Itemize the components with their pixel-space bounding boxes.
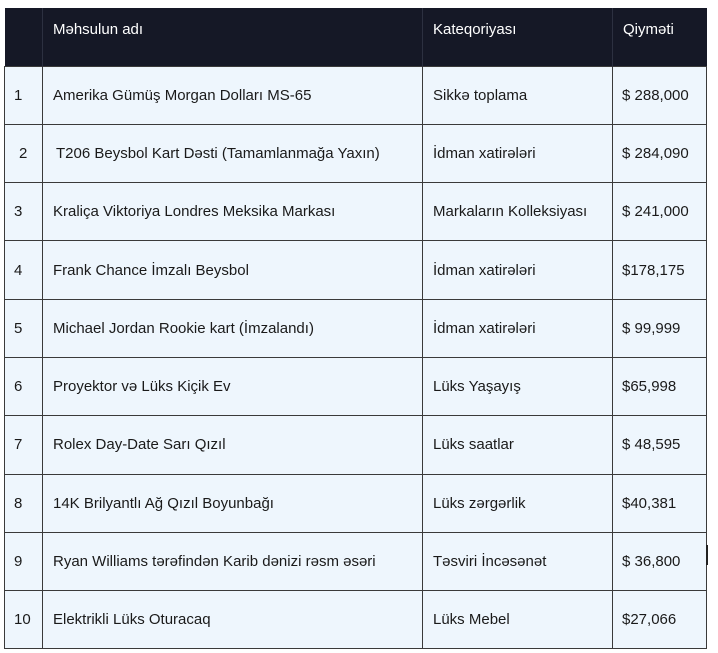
- row-number: 3: [5, 183, 43, 241]
- product-name: Rolex Day-Date Sarı Qızıl: [43, 416, 423, 474]
- product-category: İdman xatirələri: [423, 124, 613, 182]
- cursor-mark: [706, 545, 708, 565]
- product-price: $ 48,595: [613, 416, 707, 474]
- products-table-container: [4, 8, 706, 649]
- table-row: [5, 591, 707, 649]
- row-number: 2: [5, 124, 43, 182]
- product-price: $178,175: [613, 241, 707, 299]
- product-name: 14K Brilyantlı Ağ Qızıl Boyunbağı: [43, 474, 423, 532]
- product-category: İdman xatirələri: [423, 299, 613, 357]
- table-row: [5, 183, 707, 241]
- header-price: Qiymәti: [613, 8, 707, 66]
- product-name: T206 Beysbol Kart Dəsti (Tamamlanmağa Yaxın): [43, 124, 423, 182]
- product-price: $ 99,999: [613, 299, 707, 357]
- product-price: $ 288,000: [613, 66, 707, 124]
- header-category: Kateqoriyası: [423, 8, 613, 66]
- product-category: Lüks Mebel: [423, 591, 613, 649]
- product-category: Markaların Kolleksiyası: [423, 183, 613, 241]
- row-number: 8: [5, 474, 43, 532]
- product-category: Lüks zərgərlik: [423, 474, 613, 532]
- product-price: $ 36,800: [613, 532, 707, 590]
- product-category: Lüks saatlar: [423, 416, 613, 474]
- table-row: [5, 416, 707, 474]
- row-number: 9: [5, 532, 43, 590]
- product-price: $27,066: [613, 591, 707, 649]
- table-row: [5, 124, 707, 182]
- product-category: Lüks Yaşayış: [423, 357, 613, 415]
- product-category: İdman xatirələri: [423, 241, 613, 299]
- product-name: Elektrikli Lüks Oturacaq: [43, 591, 423, 649]
- table-row: [5, 357, 707, 415]
- table-row: [5, 532, 707, 590]
- header-product-name: Məhsulun adı: [43, 8, 423, 66]
- product-price: $ 241,000: [613, 183, 707, 241]
- row-number: 6: [5, 357, 43, 415]
- header-row: [5, 8, 707, 66]
- table-row: [5, 241, 707, 299]
- product-name: Amerika Gümüş Morgan Dolları MS-65: [43, 66, 423, 124]
- product-category: Sikkə toplama: [423, 66, 613, 124]
- product-category: Təsviri İncəsənət: [423, 532, 613, 590]
- product-name: Kraliça Viktoriya Londres Meksika Markası: [43, 183, 423, 241]
- table-body: [5, 66, 707, 649]
- product-price: $ 284,090: [613, 124, 707, 182]
- product-price: $65,998: [613, 357, 707, 415]
- row-number: 5: [5, 299, 43, 357]
- product-name: Michael Jordan Rookie kart (İmzalandı): [43, 299, 423, 357]
- table-header: [5, 8, 707, 66]
- row-number: 4: [5, 241, 43, 299]
- row-number: 10: [5, 591, 43, 649]
- table-row: [5, 299, 707, 357]
- table-row: [5, 474, 707, 532]
- products-table: [4, 8, 707, 649]
- header-number: [5, 8, 43, 66]
- table-row: [5, 66, 707, 124]
- product-price: $40,381: [613, 474, 707, 532]
- product-name: Ryan Williams tərəfindən Karib dənizi rəsm əsəri: [43, 532, 423, 590]
- product-name: Frank Chance İmzalı Beysbol: [43, 241, 423, 299]
- product-name: Proyektor və Lüks Kiçik Ev: [43, 357, 423, 415]
- row-number: 1: [5, 66, 43, 124]
- row-number: 7: [5, 416, 43, 474]
